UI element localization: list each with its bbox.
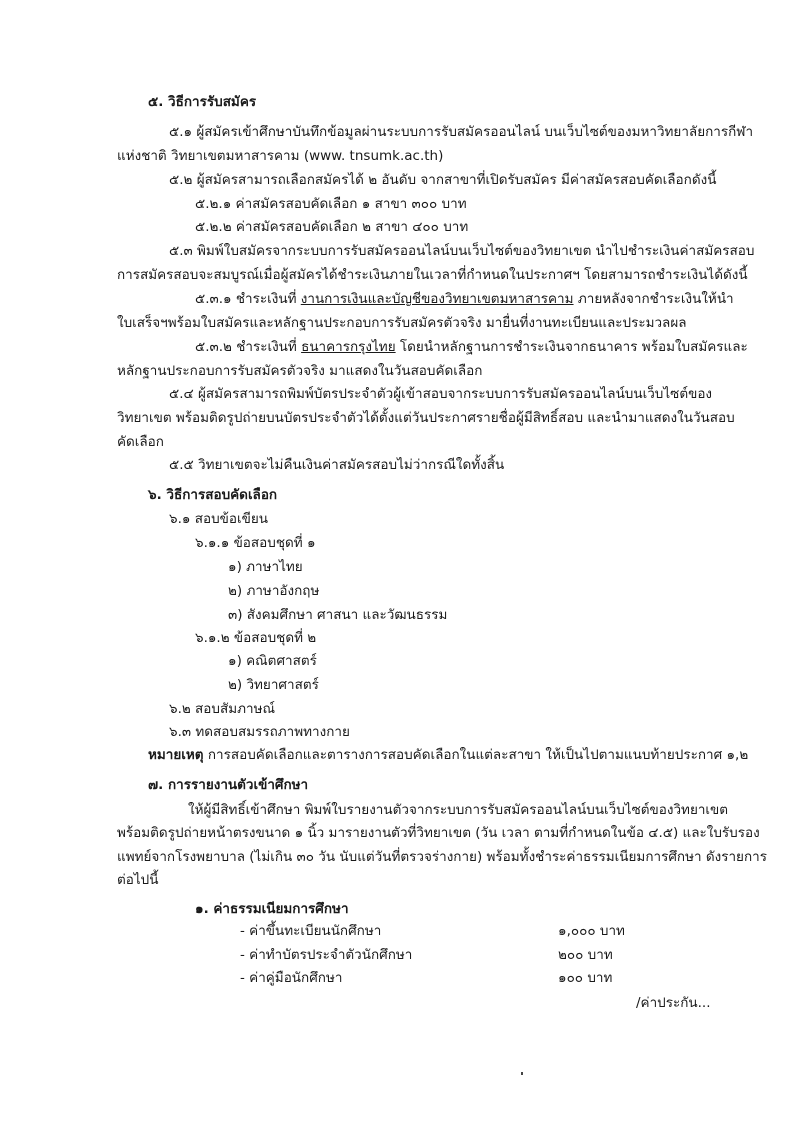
fee-item-name: - ค่าขึ้นทะเบียนนักศึกษา xyxy=(240,923,382,939)
exam-set-1-item: ๓) สังคมศึกษา ศาสนา และวัฒนธรรม xyxy=(228,607,448,623)
para-5-3-1-suffix: ภายหลังจากชำระเงินให้นำ xyxy=(573,291,734,307)
note-line xyxy=(148,745,748,765)
para-5-3-2-line-1 xyxy=(195,337,748,357)
fee-item-amount: ๑๐๐ บาท xyxy=(558,970,613,986)
para-5-3-1-prefix: ๕.๓.๑ ชำระเงินที่ xyxy=(195,291,301,307)
para-5-3-2-line-2: หลักฐานประกอบการรับสมัครตัวจริง มาแสดงในวันสอบคัดเลือก xyxy=(117,363,483,379)
para-6-1-1: ๖.๑.๑ ข้อสอบชุดที่ ๑ xyxy=(195,535,316,551)
para-7-line-3: แพทย์จากโรงพยาบาล (ไม่เกิน ๓๐ วัน นับแต่วันที่ตรวจร่างกาย) พร้อมทั้งชำระค่าธรรมเนียมการศึกษา ดังรายการ xyxy=(117,849,767,865)
note-text: การสอบคัดเลือกและตารางการสอบคัดเลือกในแต่ละสาขา ให้เป็นไปตามแนบท้ายประกาศ ๑,๒ xyxy=(203,747,749,763)
note-label: หมายเหตุ xyxy=(148,747,204,763)
section-7-heading: ๗. การรายงานตัวเข้าศึกษา xyxy=(148,777,309,793)
fee-item-amount: ๑,๐๐๐ บาท xyxy=(558,923,625,939)
fees-heading: ๑. ค่าธรรมเนียมการศึกษา xyxy=(195,901,349,917)
para-5-4-line-2: วิทยาเขต พร้อมติดรูปถ่ายบนบัตรประจำตัวได้ตั้งแต่วันประกาศรายชื่อผู้มีสิทธิ์สอบ และนำมาแสดงในวันสอบ xyxy=(117,410,735,426)
section-5-heading: ๕. วิธีการรับสมัคร xyxy=(148,94,257,110)
exam-set-1-item: ๑) ภาษาไทย xyxy=(228,559,303,575)
para-7-line-1: ให้ผู้มีสิทธิ์เข้าศึกษา พิมพ์ใบรายงานตัวจากระบบการรับสมัครออนไลน์บนเว็บไซต์ของวิทยาเขต xyxy=(188,802,729,818)
fee-item-amount: ๒๐๐ บาท xyxy=(558,947,613,963)
para-6-1-2: ๖.๑.๒ ข้อสอบชุดที่ ๒ xyxy=(195,630,317,646)
para-6-2: ๖.๒ สอบสัมภาษณ์ xyxy=(169,701,276,717)
para-6-3: ๖.๓ ทดสอบสมรรถภาพทางกาย xyxy=(169,724,350,740)
para-5-3-1-line-1 xyxy=(195,289,734,309)
para-5-5: ๕.๕ วิทยาเขตจะไม่คืนเงินค่าสมัครสอบไม่ว่ากรณีใดทั้งสิ้น xyxy=(169,457,505,473)
bank-name: ธนาคารกรุงไทย xyxy=(301,339,396,355)
continued-marker: /ค่าประกัน... xyxy=(636,995,711,1011)
para-5-2-2: ๕.๒.๒ ค่าสมัครสอบคัดเลือก ๒ สาขา ๔๐๐ บาท xyxy=(195,219,469,235)
para-5-3-1-line-2: ใบเสร็จฯพร้อมใบสมัครและหลักฐานประกอบการรับสมัครตัวจริง มายื่นที่งานทะเบียนและประมวลผล xyxy=(117,315,687,331)
para-5-2-1: ๕.๒.๑ ค่าสมัครสอบคัดเลือก ๑ สาขา ๓๐๐ บาท xyxy=(195,196,467,212)
para-7-line-2: พร้อมติดรูปถ่ายหน้าตรงขนาด ๑ นิ้ว มารายงานตัวที่วิทยาเขต (วัน เวลา ตามที่กำหนดในข้อ ๔.๕) และใบรับรอง xyxy=(117,825,760,841)
para-5-1-line-1: ๕.๑ ผู้สมัครเข้าศึกษาบันทึกข้อมูลผ่านระบบการรับสมัครออนไลน์ บนเว็บไซต์ของมหาวิทยาลัยการกีฬา xyxy=(169,124,754,140)
fee-item-name: - ค่าคู่มือนักศึกษา xyxy=(240,970,343,986)
para-5-1-line-2: แห่งชาติ วิทยาเขตมหาสารคาม (www. tnsumk.ac.th) xyxy=(117,148,444,164)
para-5-3-2-suffix: โดยนำหลักฐานการชำระเงินจากธนาคาร พร้อมใบสมัครและ xyxy=(395,339,748,355)
para-5-3-2-prefix: ๕.๓.๒ ชำระเงินที่ xyxy=(195,339,302,355)
scan-speck xyxy=(521,1072,523,1075)
para-7-line-4: ต่อไปนี้ xyxy=(117,872,159,888)
para-5-3-line-1: ๕.๓ พิมพ์ใบสมัครจากระบบการรับสมัครออนไลน์บนเว็บไซต์ของวิทยาเขต นำไปชำระเงินค่าสมัครสอบ xyxy=(169,243,755,259)
para-5-2: ๕.๒ ผู้สมัครสามารถเลือกสมัครได้ ๒ อันดับ จากสาขาที่เปิดรับสมัคร มีค่าสมัครสอบคัดเลือกดังนี้ xyxy=(169,172,717,188)
finance-office-name: งานการเงินและบัญชีของวิทยาเขตมหาสารคาม xyxy=(300,291,574,307)
exam-set-2-item: ๒) วิทยาศาสตร์ xyxy=(228,677,319,693)
para-6-1: ๖.๑ สอบข้อเขียน xyxy=(169,511,268,527)
section-6-heading: ๖. วิธีการสอบคัดเลือก xyxy=(148,487,278,503)
exam-set-2-item: ๑) คณิตศาสตร์ xyxy=(228,653,317,669)
para-5-4-line-3: คัดเลือก xyxy=(117,434,164,450)
para-5-3-line-2: การสมัครสอบจะสมบูรณ์เมื่อผู้สมัครได้ชำระเงินภายในเวลาที่กำหนดในประกาศฯ โดยสามารถชำระเงินได้ดังนี้ xyxy=(117,267,748,283)
para-5-4-line-1: ๕.๔ ผู้สมัครสามารถพิมพ์บัตรประจำตัวผู้เข้าสอบจากระบบการรับสมัครออนไลน์บนเว็บไซต์ของ xyxy=(169,386,713,402)
exam-set-1-item: ๒) ภาษาอังกฤษ xyxy=(228,583,320,599)
fee-item-name: - ค่าทำบัตรประจำตัวนักศึกษา xyxy=(240,947,413,963)
